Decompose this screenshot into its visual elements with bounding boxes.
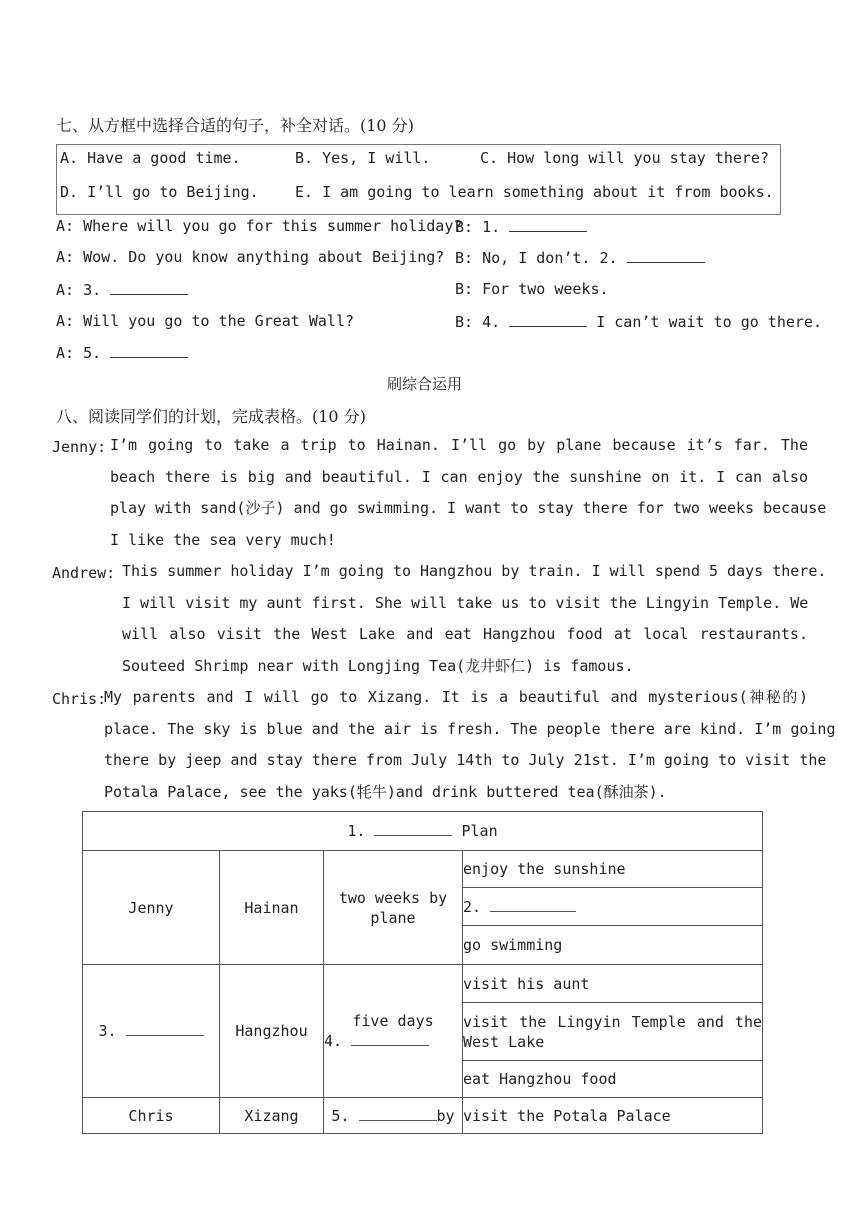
cell-jenny-place: Hainan: [220, 851, 324, 965]
table-header-word: Plan: [461, 822, 498, 840]
dialogue-b4-tail: I can’t wait to go there.: [596, 313, 822, 331]
section8-heading: 八、阅读同学们的计划，完成表格。(10 分): [56, 407, 366, 426]
table-header: [83, 812, 763, 851]
table-blank-1[interactable]: [374, 821, 452, 836]
answer-blank-2[interactable]: [627, 248, 705, 263]
table-blank-2[interactable]: [490, 897, 576, 912]
cell-chris-place: Xizang: [220, 1098, 324, 1134]
jenny-speaker: Jenny:: [52, 438, 107, 456]
option-e: E. I am going to learn something about it from books.: [295, 183, 774, 201]
answer-blank-5[interactable]: [110, 343, 188, 358]
dialogue-b2-label: B: No, I don’t. 2.: [455, 249, 618, 267]
dialogue-a5-label: A: 5.: [56, 344, 102, 362]
chris-line: there by jeep and stay there from July 14th to July 21st. I’m going to visit the: [104, 751, 827, 769]
cell-andrew-time-num: 4.: [324, 1032, 343, 1050]
dialogue-b4: [455, 312, 822, 331]
cell-andrew-time: [324, 965, 463, 1098]
andrew-line: Souteed Shrimp near with Longjing Tea(龙井虾仁) is famous.: [122, 656, 634, 675]
answer-blank-3[interactable]: [110, 280, 188, 295]
section7-heading: 七、从方框中选择合适的句子，补全对话。(10 分): [56, 116, 414, 135]
chris-line: Potala Palace, see the yaks(牦牛)and drink buttered tea(酥油茶).: [104, 782, 667, 801]
cell-jenny-time: two weeks by plane: [324, 851, 463, 965]
cell-chris-time-suffix: by: [436, 1106, 455, 1125]
dialogue-a3: [56, 280, 188, 299]
dialogue-a5: [56, 343, 188, 362]
dialogue-b1-label: B: 1.: [455, 218, 501, 236]
dialogue-a1: A: Where will you go for this summer holiday?: [56, 217, 463, 235]
option-a: A. Have a good time.: [60, 149, 241, 167]
andrew-line: This summer holiday I’m going to Hangzhou by train. I will spend 5 days there.: [122, 562, 827, 580]
cell-jenny-act-3: go swimming: [463, 926, 763, 965]
cell-andrew-name: [83, 965, 220, 1098]
cell-chris-act-1: visit the Potala Palace: [463, 1098, 763, 1134]
cell-andrew-act-2: visit the Lingyin Temple and the West Lake: [463, 1003, 763, 1061]
table-blank-5[interactable]: [359, 1106, 437, 1121]
chris-paragraph: [104, 682, 836, 808]
cell-andrew-act-1: visit his aunt: [463, 965, 763, 1003]
table-header-num: 1.: [347, 822, 366, 840]
section-title: 刷综合运用: [387, 375, 463, 393]
table-blank-3[interactable]: [126, 1021, 204, 1036]
option-b: B. Yes, I will.: [295, 149, 431, 167]
chris-line: My parents and I will go to Xizang. It is a beautiful and mysterious(神秘的): [104, 688, 808, 706]
cell-chris-name: Chris: [83, 1098, 220, 1134]
jenny-line: I’m going to take a trip to Hainan. I’ll go by plane because it’s far. The: [110, 436, 808, 454]
chris-line: place. The sky is blue and the air is fresh. The people there are kind. I’m going: [104, 719, 836, 738]
cell-andrew-time-text: five days: [352, 1012, 434, 1030]
jenny-paragraph: [110, 430, 827, 556]
jenny-line: play with sand(沙子) and go swimming. I want to stay there for two weeks because: [110, 499, 827, 517]
plan-table: [82, 811, 763, 1134]
cell-andrew-time-line2: [324, 1031, 462, 1051]
cell-andrew-name-num: 3.: [98, 1022, 117, 1040]
dialogue-b2: [455, 248, 705, 267]
jenny-line: I like the sea very much!: [110, 530, 336, 549]
dialogue-a2: A: Wow. Do you know anything about Beijing?: [56, 248, 445, 266]
andrew-line: will also visit the West Lake and eat Hangzhou food at local restaurants.: [122, 625, 808, 643]
answer-blank-1[interactable]: [509, 217, 587, 232]
cell-jenny-act-2: [463, 888, 763, 926]
jenny-line: beach there is big and beautiful. I can enjoy the sunshine on it. I can also: [110, 467, 808, 486]
dialogue-b3: B: For two weeks.: [455, 280, 609, 298]
cell-chris-time: [324, 1098, 463, 1134]
option-c: C. How long will you stay there?: [480, 149, 769, 167]
dialogue-b4-label: B: 4.: [455, 313, 501, 331]
andrew-speaker: Andrew:: [52, 564, 116, 582]
andrew-line: I will visit my aunt first. She will take us to visit the Lingyin Temple. We: [122, 593, 809, 612]
cell-chris-time-num: 5.: [331, 1106, 350, 1125]
dialogue-a3-label: A: 3.: [56, 281, 102, 299]
cell-andrew-act-3: eat Hangzhou food: [463, 1061, 763, 1098]
dialogue-b1: [455, 217, 587, 236]
chris-speaker: Chris:: [52, 690, 107, 708]
cell-jenny-act-1: enjoy the sunshine: [463, 851, 763, 888]
table-blank-4[interactable]: [351, 1031, 429, 1046]
option-d: D. I’ll go to Beijing.: [60, 183, 259, 201]
andrew-paragraph: [122, 556, 827, 682]
answer-blank-4[interactable]: [509, 312, 587, 327]
cell-jenny-name: Jenny: [83, 851, 220, 965]
cell-andrew-place: Hangzhou: [220, 965, 324, 1098]
cell-jenny-act-2-num: 2.: [463, 897, 482, 916]
dialogue-a4: A: Will you go to the Great Wall?: [56, 312, 355, 330]
